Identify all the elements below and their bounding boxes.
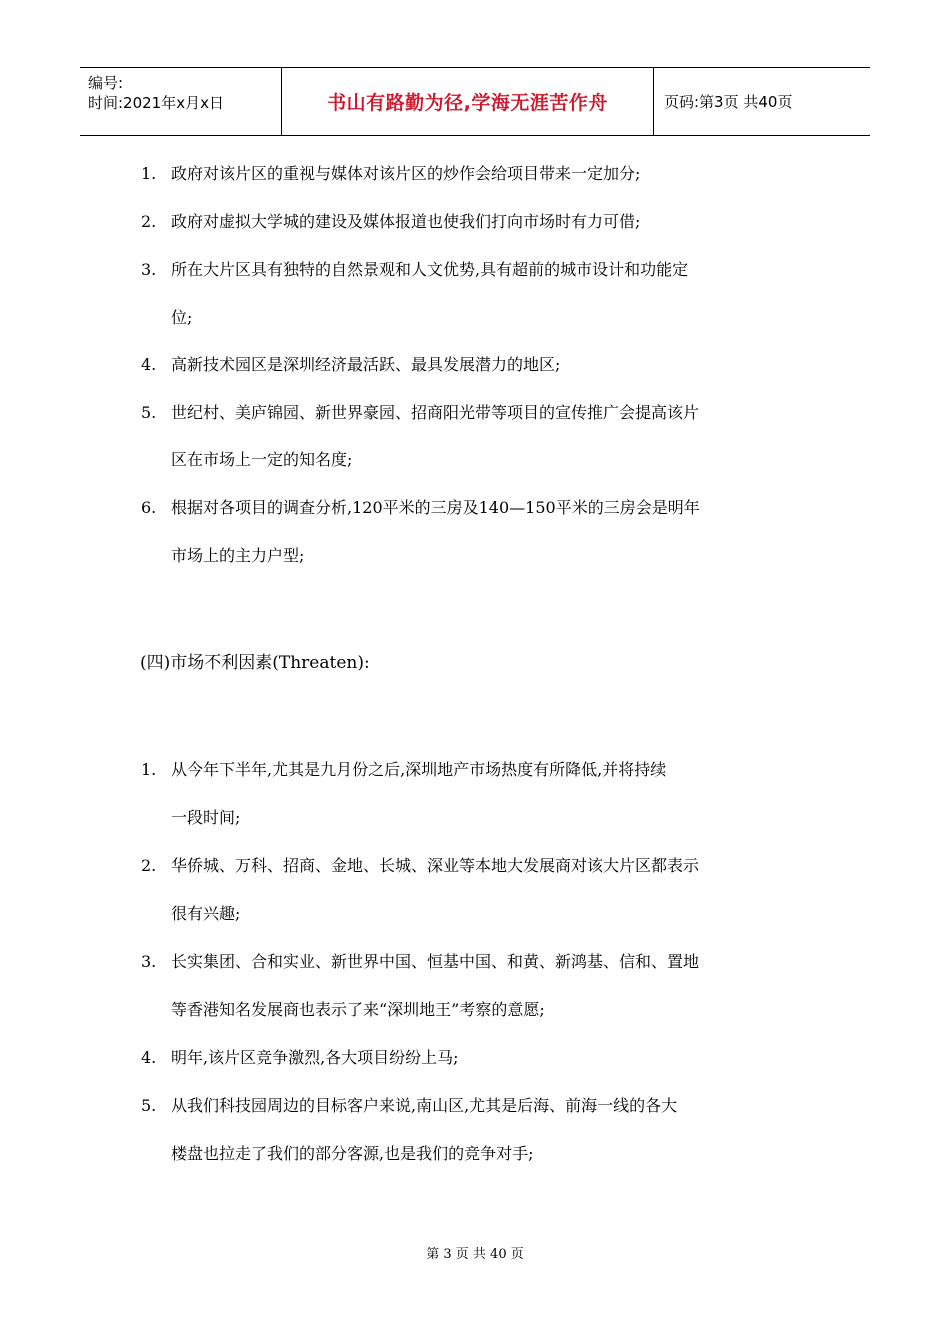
page-footer: 第 3 页 共 40 页 [426,1247,524,1262]
list-item [141,952,699,972]
list-item [141,403,699,423]
list-item-text: 从我们科技园周边的目标客户来说,南山区,尤其是后海、前海一线的各大 [171,1096,678,1115]
list-item-continuation: 等香港知名发展商也表示了来“深圳地王”考察的意愿; [171,1000,545,1019]
list-item-number: 3. [141,260,157,279]
list-item [141,164,640,184]
header-page-cell [654,68,870,135]
header-motto: 书山有路勤为径,学海无涯苦作舟 [327,92,608,114]
document-time-label: 时间:2021年x月x日 [88,94,224,112]
list-item-number: 2. [141,212,157,231]
section-heading: (四)市场不利因素(Threaten): [140,653,370,673]
list-item-number: 6. [141,498,157,517]
list-item-number: 5. [141,1096,157,1115]
list-item-text: 政府对虚拟大学城的建设及媒体报道也使我们打向市场时有力可借; [171,212,641,231]
list-item [141,498,700,518]
list-item-text: 华侨城、万科、招商、金地、长城、深业等本地大发展商对该大片区都表示 [171,856,700,875]
list-item [141,1048,459,1068]
list-item-number: 2. [141,856,157,875]
list-item [141,260,688,280]
list-item-number: 5. [141,403,157,422]
list-item-number: 3. [141,952,157,971]
document-code-label: 编号: [88,74,124,92]
list-item-text: 从今年下半年,尤其是九月份之后,深圳地产市场热度有所降低,并将持续 [171,760,667,779]
list-item-continuation: 很有兴趣; [171,904,241,923]
list-item-text: 政府对该片区的重视与媒体对该片区的炒作会给项目带来一定加分; [171,164,641,183]
list-item-text: 世纪村、美庐锦园、新世界豪园、招商阳光带等项目的宣传推广会提高该片 [171,403,700,422]
list-item-text: 高新技术园区是深圳经济最活跃、最具发展潜力的地区; [171,355,561,374]
list-item-continuation: 区在市场上一定的知名度; [171,450,353,469]
page-header [80,67,870,136]
list-item-continuation: 楼盘也拉走了我们的部分客源,也是我们的竞争对手; [171,1144,534,1163]
list-item-continuation: 位; [171,308,193,327]
header-page-code: 页码:第3页 共40页 [664,93,793,111]
header-motto-cell [282,68,654,135]
header-info-cell [80,68,282,135]
list-item [141,760,666,780]
list-item-continuation: 市场上的主力户型; [171,546,305,565]
list-item-text: 根据对各项目的调查分析,120平米的三房及140—150平米的三房会是明年 [171,498,700,517]
list-item-number: 1. [141,164,157,183]
list-item [141,355,560,375]
list-item-number: 4. [141,355,157,374]
list-item-text: 所在大片区具有独特的自然景观和人文优势,具有超前的城市设计和功能定 [171,260,689,279]
list-item [141,212,640,232]
list-item-text: 长实集团、合和实业、新世界中国、恒基中国、和黄、新鸿基、信和、置地 [171,952,700,971]
list-item-number: 4. [141,1048,157,1067]
list-item-continuation: 一段时间; [171,808,241,827]
list-item [141,1096,677,1116]
list-item-text: 明年,该片区竞争激烈,各大项目纷纷上马; [171,1048,459,1067]
list-item-number: 1. [141,760,157,779]
list-item [141,856,699,876]
